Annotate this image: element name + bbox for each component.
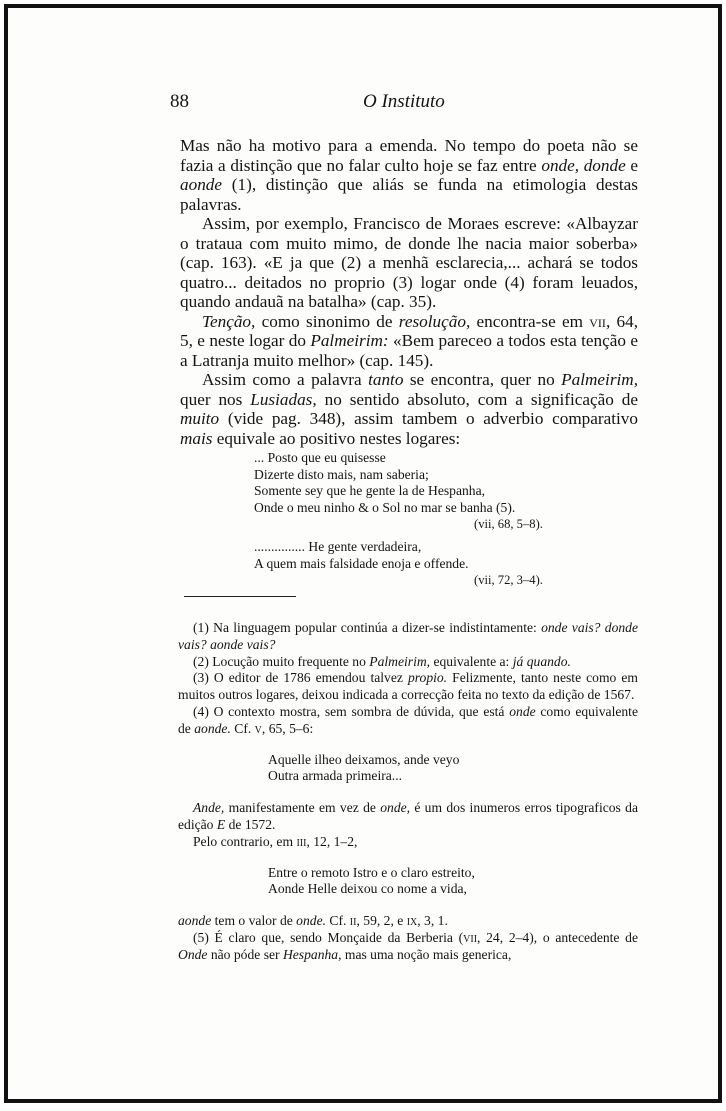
verse-line: Outra armada primeira... [268, 768, 402, 784]
footnote-4: (4) O contexto mostra, sem sombra de dúvida, que está onde como equivalente de aonde. Cf. v, 65, 5–6: [178, 703, 638, 736]
verse-line: ... Posto que eu quisesse [254, 450, 386, 465]
verse-quote-1 [254, 450, 543, 533]
paragraph-4: Assim como a palavra tanto se encontra, quer no Palmeirim, quer nos Lusiadas, no sentido absoluto, com a significação de muito (vide pag. 348), assim tambem o adverbio comparativo mais equivale ao positivo nestes logares: [180, 370, 639, 448]
verse-line: A quem mais falsidade enoja e offende. [254, 555, 469, 571]
footnotes [178, 620, 638, 964]
main-text [180, 136, 638, 448]
verse-quote-2 [254, 539, 543, 589]
running-title: O Instituto [363, 91, 445, 112]
verse-reference: (vii, 72, 3–4). [474, 573, 543, 588]
footnote-quote-2 [178, 865, 638, 899]
verse-reference: (vii, 68, 5–8). [474, 517, 543, 532]
verse-line: Onde o meu ninho & o Sol no mar se banha (5). [254, 499, 516, 515]
footnote-4-continued: Pelo contrario, em iii, 12, 1–2, [193, 833, 358, 849]
verse-line: Aquelle ilheo deixamos, ande veyo [268, 751, 460, 767]
page-number: 88 [170, 91, 189, 112]
footnote-quote-1 [178, 752, 638, 786]
page-header [168, 91, 638, 117]
footnote-4-continued: Ande, manifestamente em vez de onde, é um dos inumeros erros tipograficos da edição E de 1572. [178, 800, 638, 832]
paragraph-1: Mas não ha motivo para a emenda. No tempo do poeta não se fazia a distinção que no falar culto hoje se faz entre onde, donde e aonde (1), distinção que aliás se funda na etimologia destas palavras. [180, 136, 639, 214]
footnote-3: (3) O editor de 1786 emendou talvez propio. Felizmente, tanto neste como em muitos outros logares, deixou indicada a correcção feita no texto da edição de 1567. [178, 670, 638, 703]
verse-line: Dizerte disto mais, nam saberia; [254, 466, 429, 482]
verse-line: ............... He gente verdadeira, [254, 539, 422, 554]
paragraph-2: Assim, por exemplo, Francisco de Moraes escreve: «Albayzar o trataua com muito mimo, de donde lhe nacia maior soberba» (cap. 163). «E ja que (2) a menhã esclarecia,... achará se todos quatro... deitados no proprio (3) logar onde (4) foram leuados, quando andauã na batalha» (cap. 35). [180, 214, 638, 311]
footnote-5: (5) É claro que, sendo Monçaide da Berberia (vii, 24, 2–4), o antecedente de Onde não póde ser Hespanha, mas uma noção mais generica, [178, 929, 638, 962]
footnote-2: (2) Locução muito frequente no Palmeirim, equivalente a: já quando. [193, 653, 571, 669]
verse-line: Entre o remoto Istro e o claro estreito, [268, 864, 475, 880]
footnote-separator [184, 596, 296, 597]
footnote-1: (1) Na linguagem popular continúa a dizer-se indistintamente: onde vais? donde vais? aonde vais? [178, 620, 638, 652]
paragraph-3: Tenção, como sinonimo de resolução, encontra-se em vii, 64, 5, e neste logar do Palmeirim: «Bem pareceo a todos esta tenção e a Latranja muito melhor» (cap. 145). [180, 311, 638, 370]
verse-line: Aonde Helle deixou co nome a vida, [268, 881, 467, 897]
verse-line: Somente sey que he gente la de Hespanha, [254, 483, 486, 499]
book-page [4, 4, 722, 1103]
footnote-4-continued: aonde tem o valor de onde. Cf. ii, 59, 2, e ix, 3, 1. [178, 913, 448, 929]
